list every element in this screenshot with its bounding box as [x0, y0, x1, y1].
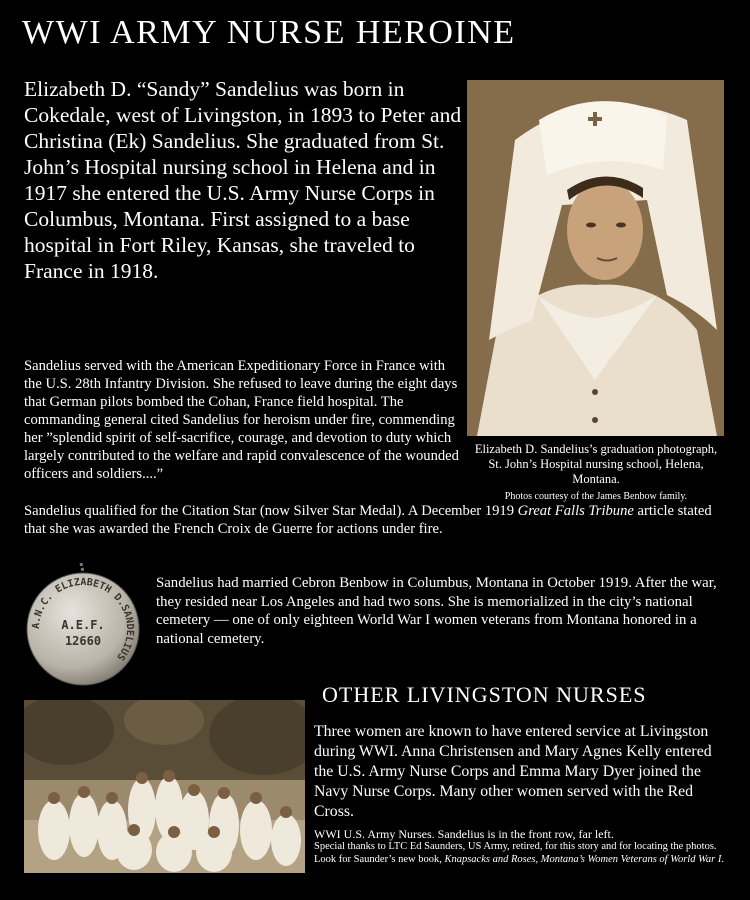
portrait-caption: [470, 442, 722, 504]
thanks-credit: Special thanks to LTC Ed Saunders, US Army, retired, for this story and for locating the photos.: [314, 841, 717, 852]
marriage-paragraph: Sandelius had married Cebron Benbow in Columbus, Montana in October 1919. After the war, they resided near Los Angeles and had two sons. She is memorialized in the city’s national cemetery — one of only eighteen World War I women veterans from Montana honored in a national cemetery.: [156, 575, 717, 647]
citation-text-start: Sandelius qualified for the Citation Star (now Silver Star Medal). A December 1919: [24, 503, 518, 519]
dog-tag-image: [23, 563, 143, 690]
portrait-caption-text: Elizabeth D. Sandelius’s graduation photograph, St. John’s Hospital nursing school, Helena, Montana.: [474, 442, 718, 486]
citation-paragraph: [24, 502, 730, 538]
dog-tag-outer-text: A.N.C. ELIZABETH D.SANDELIUS: [30, 576, 136, 663]
citation-text-end: article stated that she was awarded the French Croix de Guerre for actions under fire.: [24, 503, 712, 537]
service-paragraph: Sandelius served with the American Expeditionary Force in France with the U.S. 28th Infantry Division. She refused to leave during the eight days that German pilots bombed the Cohan, France field hospital. The commanding general cited Sandelius for heroism under fire, commending her ”splendid spirit of self-sacrifice, courage, and devotion to duty which largely contributed to the welfare and rapid convalescence of the wounded officers and soldiers....”: [24, 358, 459, 482]
portrait-credit: Photos courtesy of the James Benbow family.: [504, 491, 688, 502]
intro-paragraph: Elizabeth D. “Sandy” Sandelius was born in Cokedale, west of Livingston, in 1893 to Peter and Christina (Ek) Sandelius. She graduated from St. John’s Hospital nursing school in Helena and in 1917 she entered the U.S. Army Nurse Corps in Columbus, Montana. First assigned to a base hospital in Fort Riley, Kansas, she traveled to France in 1918.: [24, 77, 462, 283]
dog-tag-line1: A.E.F.: [61, 618, 105, 632]
book-title: Knapsacks and Roses, Montana’s Women Veterans of World War I: [444, 853, 722, 865]
other-nurses-heading: OTHER LIVINGSTON NURSES: [322, 682, 647, 707]
group-photo: [24, 700, 305, 873]
group-caption-text: WWI U.S. Army Nurses. Sandelius is in the front row, far left.: [314, 827, 614, 841]
publication-name: Great Falls Tribune: [517, 503, 634, 519]
book-text-start: Look for Saunder’s new book,: [314, 853, 445, 865]
page-title: WWI ARMY NURSE HEROINE: [22, 14, 516, 51]
dog-tag-line2: 12660: [64, 634, 102, 648]
book-credit: [314, 854, 734, 867]
portrait-photo: [467, 80, 724, 436]
book-text-end: .: [721, 853, 724, 865]
group-photo-caption: [314, 827, 734, 866]
other-nurses-paragraph: Three women are known to have entered service at Livingston during WWI. Anna Christensen and Mary Agnes Kelly entered the U.S. Army Nurse Corps and Emma Mary Dyer joined the Navy Nurse Corps. Many other women served with the Red Cross.: [314, 723, 712, 820]
